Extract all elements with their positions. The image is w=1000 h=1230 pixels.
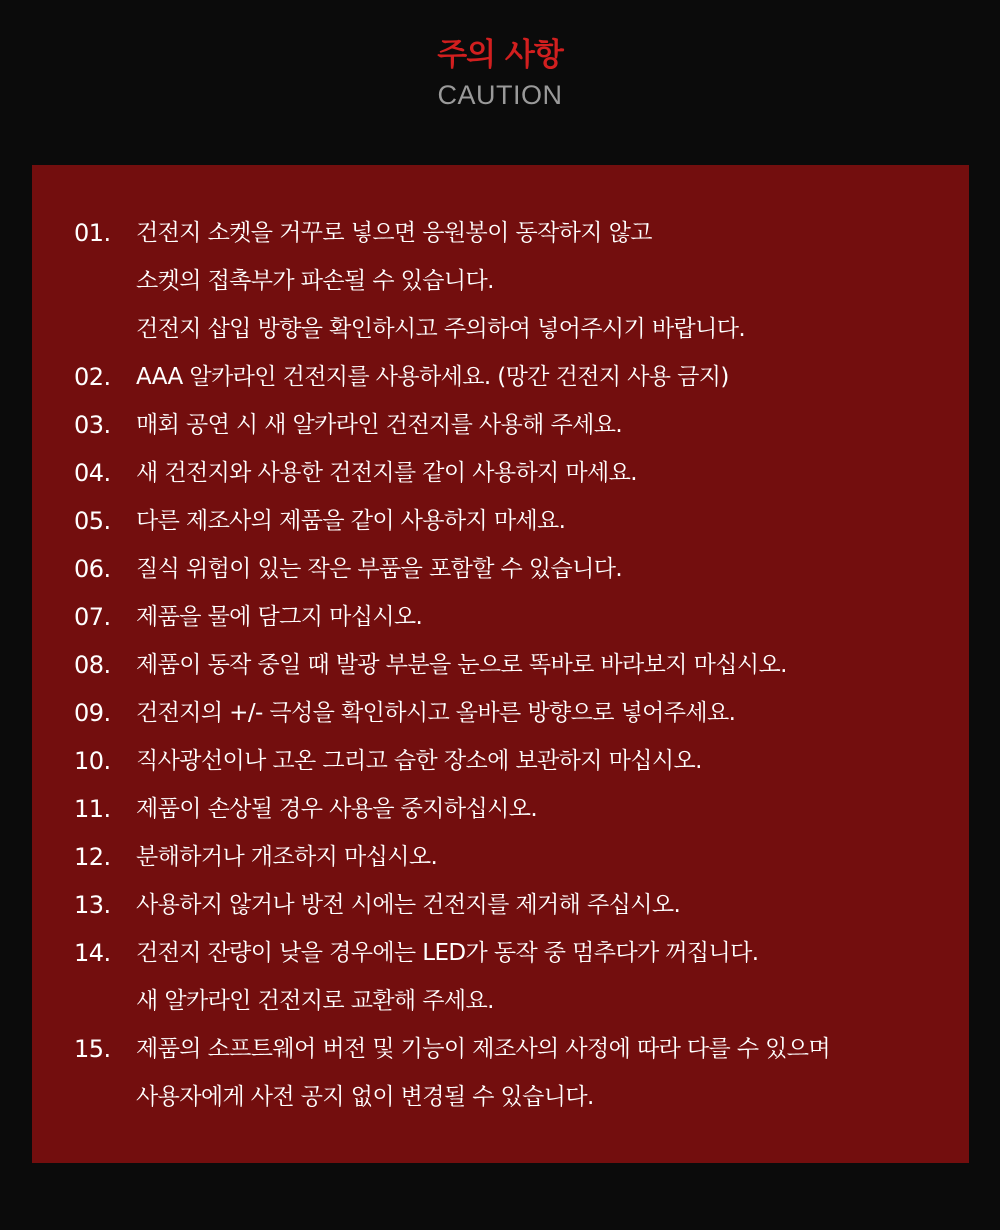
caution-item-number: 10.	[74, 747, 111, 775]
caution-item-text	[136, 881, 954, 929]
caution-item-number: 01.	[74, 219, 111, 247]
caution-item	[74, 641, 954, 689]
caution-item-number: 12.	[74, 843, 111, 871]
caution-item-number: 07.	[74, 603, 111, 631]
caution-item-text	[136, 641, 954, 689]
caution-item-number: 13.	[74, 891, 111, 919]
caution-item-line: 제품의 소프트웨어 버전 및 기능이 제조사의 사정에 따라 다를 수 있으며	[136, 1036, 831, 1062]
page-title: 주의 사항	[437, 37, 563, 73]
caution-item	[74, 209, 954, 353]
caution-item-line: 건전지의 +/- 극성을 확인하시고 올바른 방향으로 넣어주세요.	[136, 700, 736, 726]
caution-item-text	[136, 209, 954, 353]
caution-item-text	[136, 353, 954, 401]
caution-item-text	[136, 1025, 954, 1121]
caution-item	[74, 785, 954, 833]
caution-item-line: 사용하지 않거나 방전 시에는 건전지를 제거해 주십시오.	[136, 892, 681, 918]
caution-list	[74, 209, 954, 1121]
caution-item-number: 04.	[74, 459, 111, 487]
caution-item	[74, 401, 954, 449]
caution-item-line: 다른 제조사의 제품을 같이 사용하지 마세요.	[136, 508, 566, 534]
caution-item-line: 제품이 손상될 경우 사용을 중지하십시오.	[136, 796, 538, 822]
caution-item	[74, 353, 954, 401]
caution-item	[74, 833, 954, 881]
caution-item-line: 분해하거나 개조하지 마십시오.	[136, 844, 438, 870]
caution-item-text	[136, 497, 954, 545]
caution-item-number: 06.	[74, 555, 111, 583]
caution-item-line: 건전지 잔량이 낮을 경우에는 LED가 동작 중 멈추다가 꺼집니다.	[136, 940, 759, 966]
caution-item	[74, 593, 954, 641]
caution-item	[74, 881, 954, 929]
caution-item-text	[136, 545, 954, 593]
caution-item-number: 02.	[74, 363, 111, 391]
caution-item-number: 14.	[74, 939, 111, 967]
caution-item-text	[136, 833, 954, 881]
caution-item-text	[136, 929, 954, 1025]
caution-item-number: 05.	[74, 507, 111, 535]
caution-item-text	[136, 401, 954, 449]
caution-item	[74, 497, 954, 545]
caution-item-line: 직사광선이나 고온 그리고 습한 장소에 보관하지 마십시오.	[136, 748, 702, 774]
caution-item-number: 11.	[74, 795, 111, 823]
caution-item-number: 09.	[74, 699, 111, 727]
caution-panel	[32, 165, 969, 1163]
caution-item-number: 15.	[74, 1035, 111, 1063]
caution-item	[74, 545, 954, 593]
caution-item	[74, 929, 954, 1025]
caution-item-line: 소켓의 접촉부가 파손될 수 있습니다.	[136, 268, 494, 294]
caution-item-line: 새 건전지와 사용한 건전지를 같이 사용하지 마세요.	[136, 460, 637, 486]
caution-item	[74, 689, 954, 737]
caution-item-line: 매회 공연 시 새 알카라인 건전지를 사용해 주세요.	[136, 412, 623, 438]
caution-item-line: 제품이 동작 중일 때 발광 부분을 눈으로 똑바로 바라보지 마십시오.	[136, 652, 787, 678]
caution-item	[74, 449, 954, 497]
caution-item-number: 08.	[74, 651, 111, 679]
caution-item-text	[136, 689, 954, 737]
caution-item-text	[136, 449, 954, 497]
caution-item	[74, 737, 954, 785]
caution-item-line: 사용자에게 사전 공지 없이 변경될 수 있습니다.	[136, 1084, 594, 1110]
caution-item-line: 건전지 소켓을 거꾸로 넣으면 응원봉이 동작하지 않고	[136, 220, 652, 246]
caution-item-line: AAA 알카라인 건전지를 사용하세요. (망간 건전지 사용 금지)	[136, 364, 729, 390]
caution-item-text	[136, 737, 954, 785]
page-subtitle: CAUTION	[437, 80, 563, 110]
caution-item	[74, 1025, 954, 1121]
caution-item-text	[136, 785, 954, 833]
caution-item-line: 건전지 삽입 방향을 확인하시고 주의하여 넣어주시기 바랍니다.	[136, 316, 746, 342]
caution-item-line: 제품을 물에 담그지 마십시오.	[136, 604, 423, 630]
page-header	[0, 32, 1000, 112]
caution-item-text	[136, 593, 954, 641]
caution-item-number: 03.	[74, 411, 111, 439]
caution-item-line: 질식 위험이 있는 작은 부품을 포함할 수 있습니다.	[136, 556, 623, 582]
caution-item-line: 새 알카라인 건전지로 교환해 주세요.	[136, 988, 494, 1014]
